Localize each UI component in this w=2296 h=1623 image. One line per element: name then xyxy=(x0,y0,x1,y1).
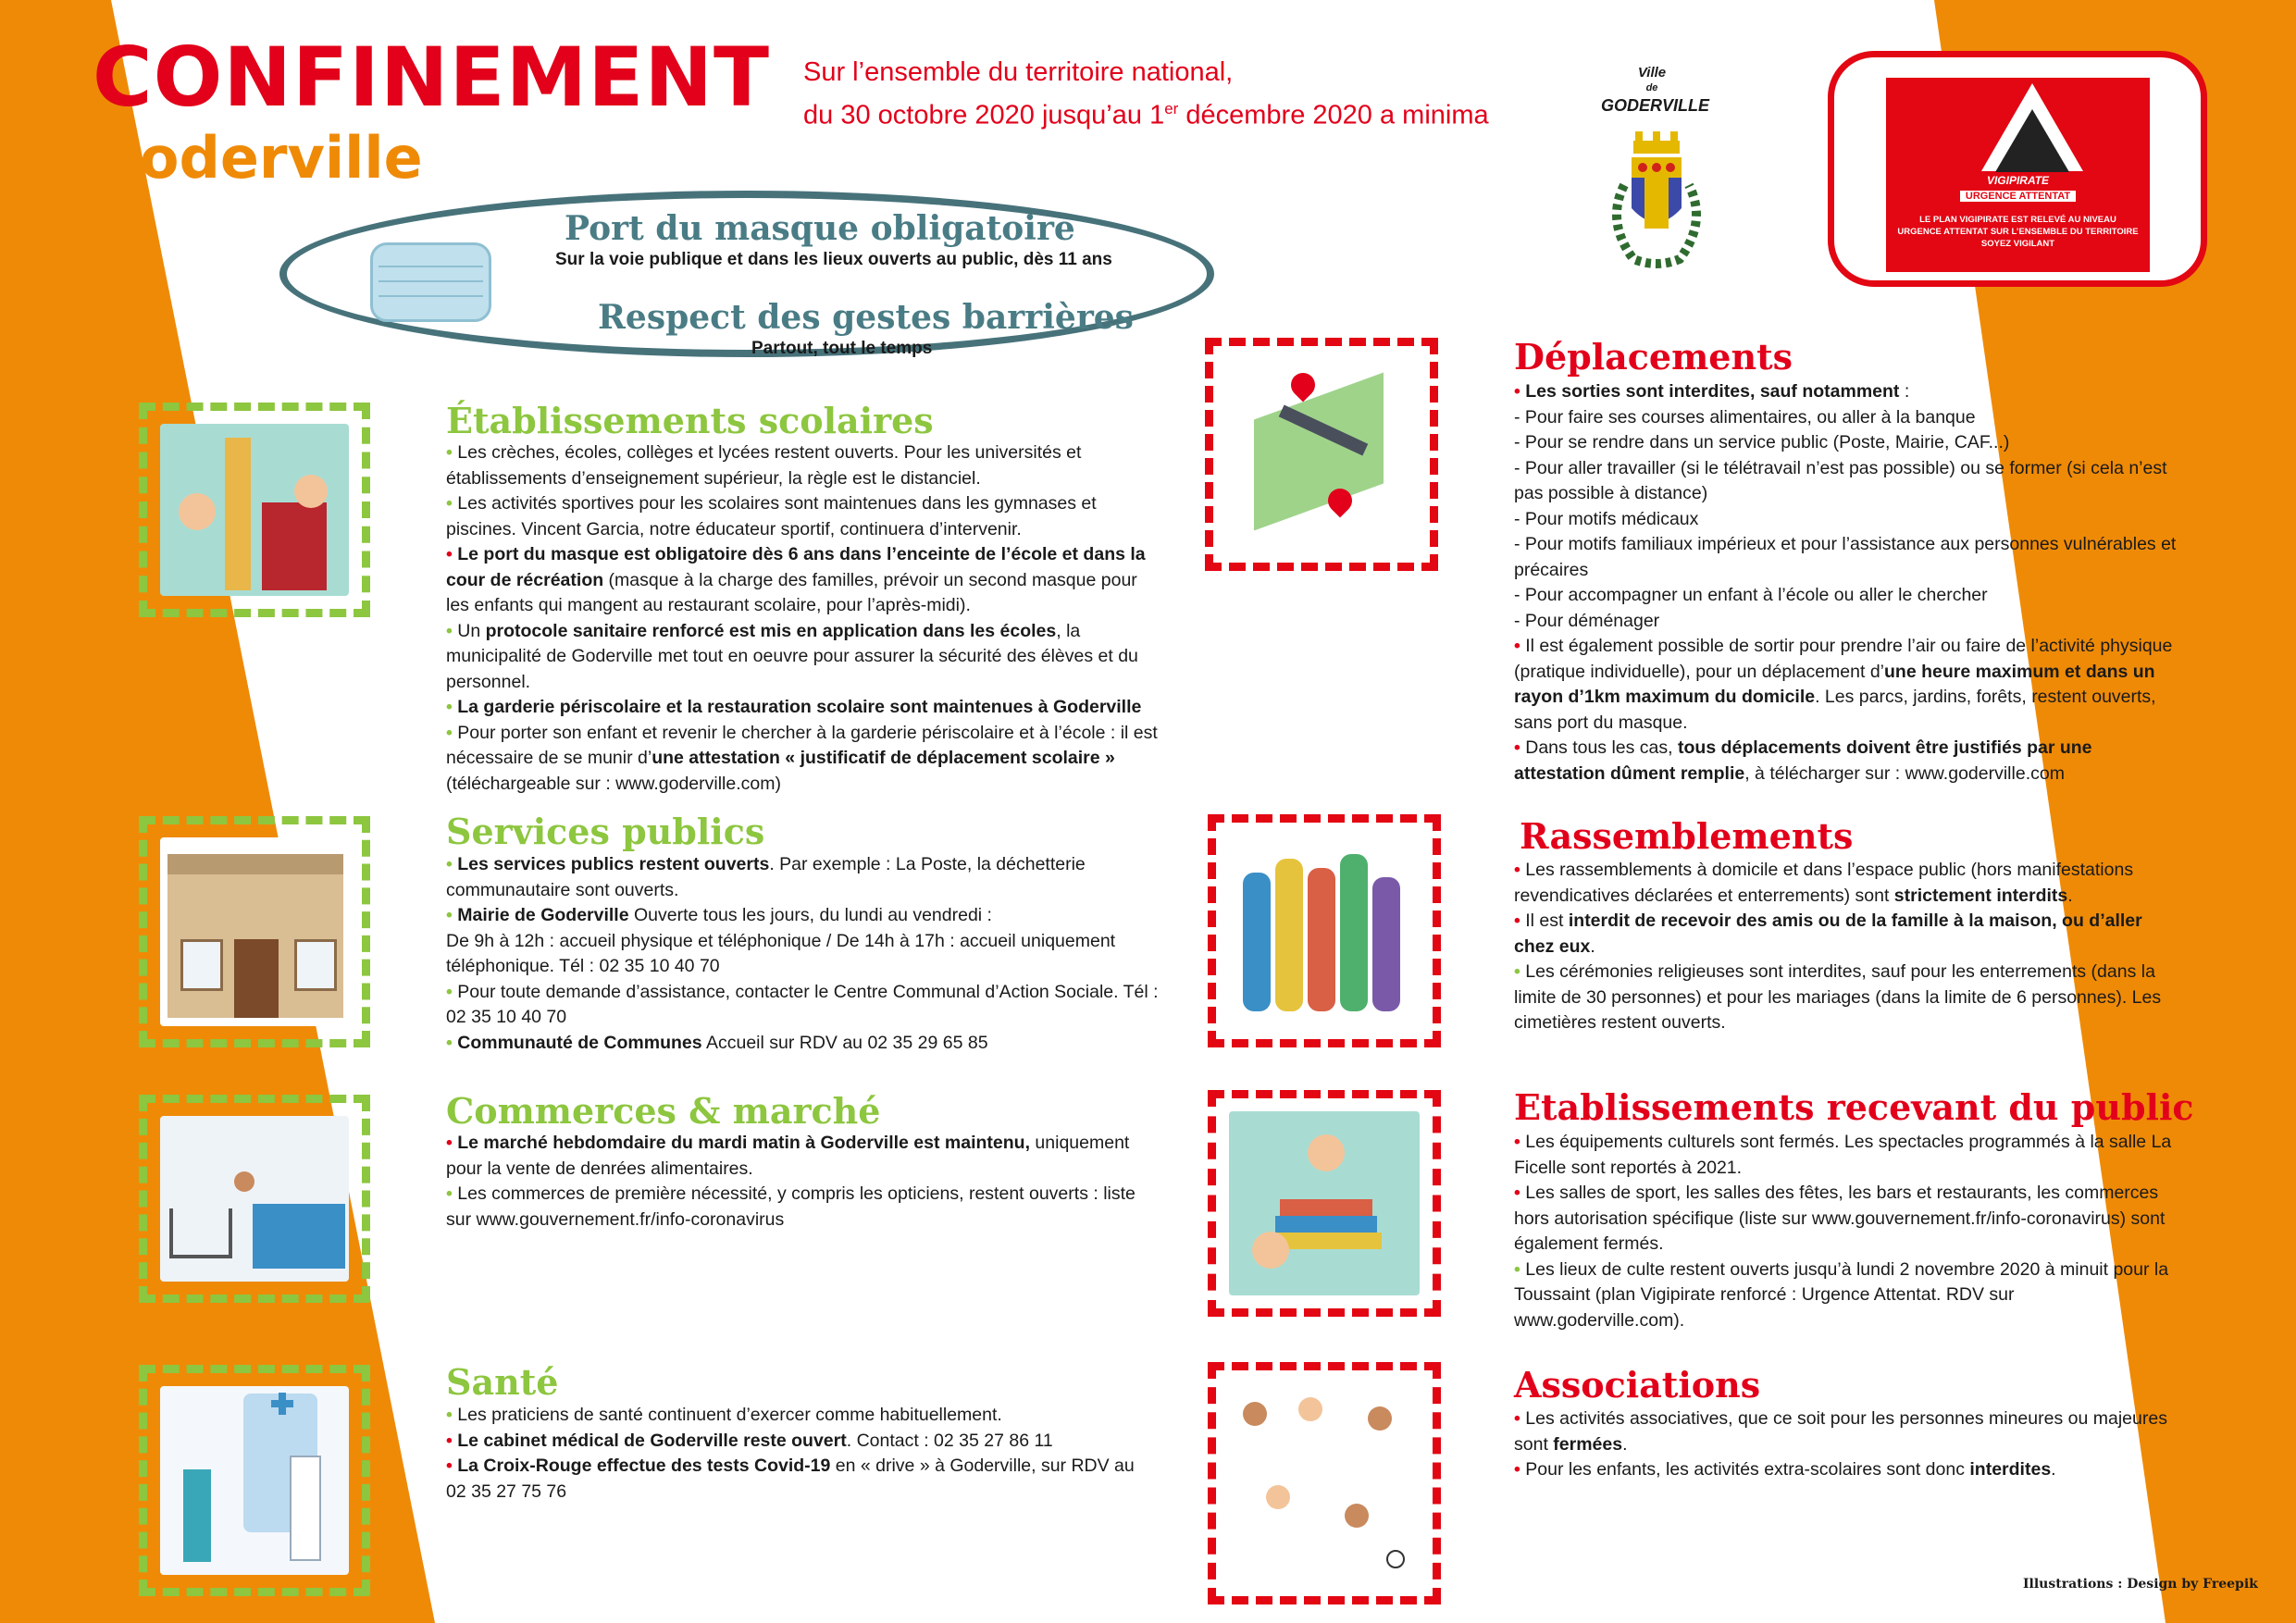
section-title-sante: Santé xyxy=(446,1361,559,1403)
section-body-services: • Les services publics restent ouverts. Par exemple : La Poste, la déchetterie communautaire sont ouverts. • Mairie de Goderville Ouverte tous les jours, du lundi au vendredi : De 9h à 12h : accueil physique et téléphonique / De 14h à 17h : accueil uniquement téléphonique. Tél : 02 35 10 40 70 • Pour toute demande d’assistance, contacter le Centre Communal d’Action Sociale. Tél : 02 35 10 40 70 • Communauté de Communes Accueil sur RDV au 02 35 29 65 85 xyxy=(446,852,1159,1056)
page-title: CONFINEMENT xyxy=(93,30,771,125)
vigipirate-label: VIGIPIRATE xyxy=(1986,174,2050,187)
section-body-sante: • Les praticiens de santé continuent d’exercer comme habituellement. • Le cabinet médical de Goderville reste ouvert. Contact : 02 35 27 86 11 • La Croix-Rouge effectue des tests Covid-19 en « drive » à Goderville, sur RDV au 02 35 27 75 76 xyxy=(446,1403,1159,1505)
section-body-commerces: • Le marché hebdomdaire du mardi matin à Goderville est maintenu, uniquement pour la vente de denrées alimentaires. • Les commerces de première nécessité, y compris les opticiens, restent ouverts : liste sur www.gouvernement.fr/info-coronavirus xyxy=(446,1131,1159,1233)
section-title-schools: Établissements scolaires xyxy=(446,400,934,441)
confinement-dates: Sur l’ensemble du territoire national, du 30 octobre 2020 jusqu’au 1er décembre 2020 a minima xyxy=(803,57,1489,130)
mask-rules-oval xyxy=(279,191,1214,357)
page-subtitle: Goderville xyxy=(93,124,423,192)
section-title-commerces: Commerces & marché xyxy=(446,1090,881,1132)
vigipirate-level: URGENCE ATTENTAT xyxy=(1960,191,2076,202)
sports-illustration xyxy=(1208,1362,1441,1604)
section-body-schools: • Les crèches, écoles, collèges et lycées restent ouverts. Pour les universités et établissements d’enseignement supérieur, la règle est le distanciel. • Les activités sportives pour les scolaires sont maintenues dans les gymnases et piscines. Vincent Garcia, notre éducateur sportif, continuera d’intervenir. • Le port du masque est obligatoire dès 6 ans dans l’enceinte de l’école et dans la cour de récréation (masque à la charge des familles, prévoir un second masque pour les enfants qui mangent au restaurant scolaire, pour l’après-midi). • Un protocole sanitaire renforcé est mis en application dans les écoles, la municipalité de Goderville met tout en oeuvre pour assurer la sécurité des élèves et du personnel. • La garderie périscolaire et la restauration scolaire sont maintenues à Goderville • Pour porter son enfant et revenir le chercher à la garderie périscolaire et à l’école : il est nécessaire de se munir d’une attestation « justificatif de déplacement scolaire » (téléchargeable sur : www.goderville.com) xyxy=(446,440,1159,797)
mask-heading: Port du masque obligatoire xyxy=(565,209,1075,248)
reading-illustration xyxy=(1208,1090,1441,1317)
market-illustration xyxy=(139,1095,370,1303)
barrier-text: Partout, tout le temps xyxy=(751,339,933,358)
vigipirate-panel xyxy=(1828,51,2207,287)
coat-of-arms-icon xyxy=(1606,130,1707,273)
section-title-deplacements: Déplacements xyxy=(1514,336,1793,378)
section-body-deplacements: • Les sorties sont interdites, sauf notamment : - Pour faire ses courses alimentaires, ou aller à la banque - Pour se rendre dans un service public (Poste, Mairie, CAF...) - Pour aller travailler (si le télétravail n’est pas possible) ou se former (si cela n’est pas possible à distance) - Pour motifs médicaux - Pour motifs familiaux impérieux et pour l’assistance aux personnes vulnérables et précaires - Pour accompagner un enfant à l’école ou aller le chercher - Pour déménager • Il est également possible de sortir pour prendre l’air ou faire de l’activité physique (pratique individuelle), pour un déplacement d’une heure maximum et dans un rayon d’1km maximum du domicile. Les parcs, jardins, forêts, restent ouverts, sans port du masque. • Dans tous les cas, tous déplacements doivent être justifiés par une attestation dûment remplie, à télécharger sur : www.goderville.com xyxy=(1514,379,2180,787)
illustration-credit: Illustrations : Design by Freepik xyxy=(2023,1577,2258,1592)
barrier-heading: Respect des gestes barrières xyxy=(598,298,1134,337)
map-illustration xyxy=(1205,338,1438,571)
section-title-erp: Etablissements recevant du public xyxy=(1514,1086,2194,1128)
mask-icon xyxy=(370,242,491,322)
school-illustration xyxy=(139,403,370,617)
vigipirate-notice: LE PLAN VIGIPIRATE EST RELEVÉ AU NIVEAU URGENCE ATTENTAT SUR L’ENSEMBLE DU TERRITOIRE SOYEZ VIGILANT xyxy=(1897,215,2139,249)
crowd-illustration xyxy=(1208,814,1441,1047)
section-body-associations: • Les activités associatives, que ce soit pour les personnes mineures ou majeures sont fermées. • Pour les enfants, les activités extra-scolaires sont donc interdites. xyxy=(1514,1406,2180,1483)
section-body-rassemblements: • Les rassemblements à domicile et dans l’espace public (hors manifestations revendicatives déclarées et enterrements) sont strictement interdits. • Il est interdit de recevoir des amis ou de la famille à la maison, ou d’aller chez eux. • Les cérémonies religieuses sont interdites, sauf pour les enterrements (dans la limite de 30 personnes) et pour les mariages (dans la limite de 6 personnes). Les cimetières restent ouverts. xyxy=(1514,858,2180,1036)
town-label: Ville de GODERVILLE xyxy=(1601,65,1710,115)
section-body-erp: • Les équipements culturels sont fermés. Les spectacles programmés à la salle La Ficelle sont reportés à 2021. • Les salles de sport, les salles des fêtes, les bars et restaurants, les commerces hors autorisation spécifique (liste sur www.gouvernement.fr/info-coronavirus) sont également fermés. • Les lieux de culte restent ouverts jusqu’à lundi 2 novembre 2020 à minuit pour la Toussaint (plan Vigipirate renforcé : Urgence Attentat. RDV sur www.goderville.com). xyxy=(1514,1130,2180,1333)
town-hall-illustration xyxy=(139,816,370,1047)
section-title-rassemblements: Rassemblements xyxy=(1520,815,1854,857)
mask-text: Sur la voie publique et dans les lieux ouverts au public, dès 11 ans xyxy=(555,250,1112,269)
health-illustration xyxy=(139,1365,370,1596)
section-title-services: Services publics xyxy=(446,811,765,852)
section-title-associations: Associations xyxy=(1514,1364,1761,1406)
